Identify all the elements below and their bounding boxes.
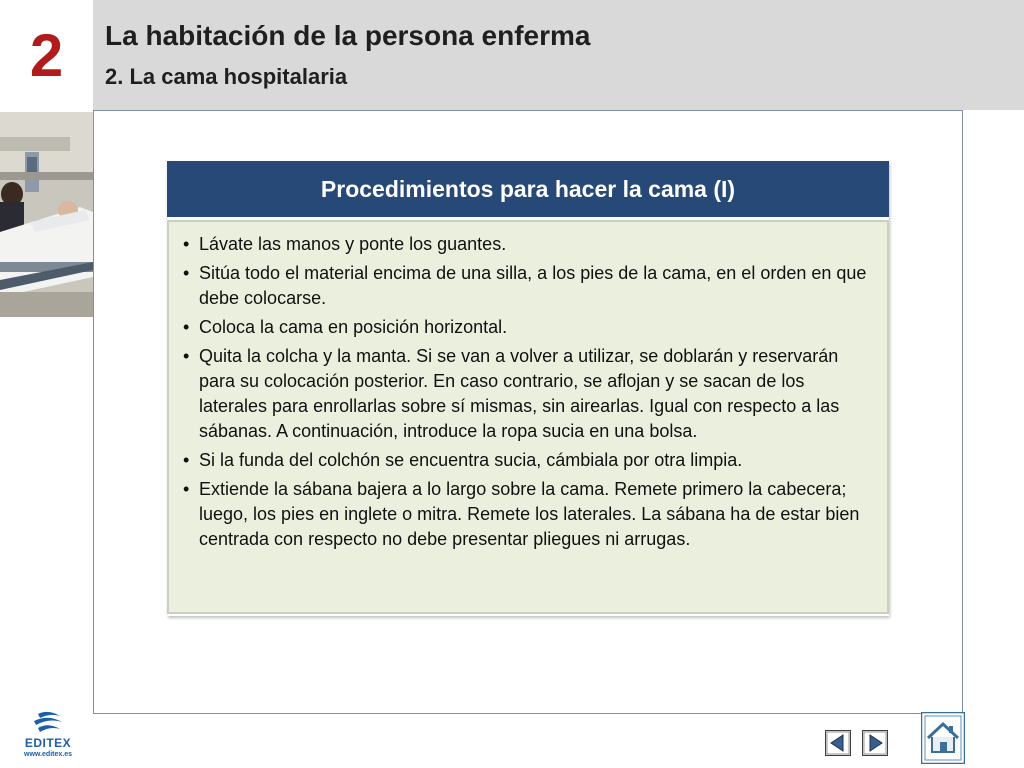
procedure-list xyxy=(181,232,871,552)
procedure-body xyxy=(167,220,889,614)
list-item: • Extiende la sábana bajera a lo largo sobre la cama. Remete primero la cabecera; luego, los pies en inglete o mitra. Remete los laterales. La sábana ha de estar bien centrada con respecto no debe presentar pliegues ni arrugas. xyxy=(181,477,871,552)
list-item: • Quita la colcha y la manta. Si se van a volver a utilizar, se doblarán y reservarán para su colocación posterior. En caso contrario, se aflojan y se sacan de los laterales para enrollarlas sobre sí mismas, sin airearlas. Igual con respecto a las sábanas. A continuación, introduce la ropa sucia en una bolsa. xyxy=(181,344,871,444)
logo-url: www.editex.es xyxy=(24,751,72,758)
previous-button[interactable] xyxy=(825,730,851,756)
list-item: • Sitúa todo el material encima de una silla, a los pies de la cama, en el orden en que debe colocarse. xyxy=(181,261,871,311)
hospital-room-photo xyxy=(0,112,93,317)
list-item: • Si la funda del colchón se encuentra sucia, cámbiala por otra limpia. xyxy=(181,448,871,473)
procedure-title: Procedimientos para hacer la cama (I) xyxy=(320,175,736,202)
triangle-right-icon xyxy=(862,730,888,756)
editex-logo-mark-icon xyxy=(18,710,78,736)
next-button[interactable] xyxy=(862,730,888,756)
page-subtitle: 2. La cama hospitalaria xyxy=(105,64,348,89)
editex-logo xyxy=(18,710,78,760)
procedure-header xyxy=(167,161,889,217)
home-button[interactable] xyxy=(921,712,965,764)
page-title: La habitación de la persona enferma xyxy=(105,20,591,51)
house-icon xyxy=(921,712,965,764)
procedure-box xyxy=(167,161,889,616)
logo-text: EDITEX xyxy=(24,736,72,750)
list-item: • Coloca la cama en posición horizontal. xyxy=(181,315,871,340)
header-band xyxy=(93,0,1024,110)
triangle-left-icon xyxy=(825,730,851,756)
chapter-number: 2 xyxy=(29,21,64,89)
list-item: • Lávate las manos y ponte los guantes. xyxy=(181,232,871,257)
